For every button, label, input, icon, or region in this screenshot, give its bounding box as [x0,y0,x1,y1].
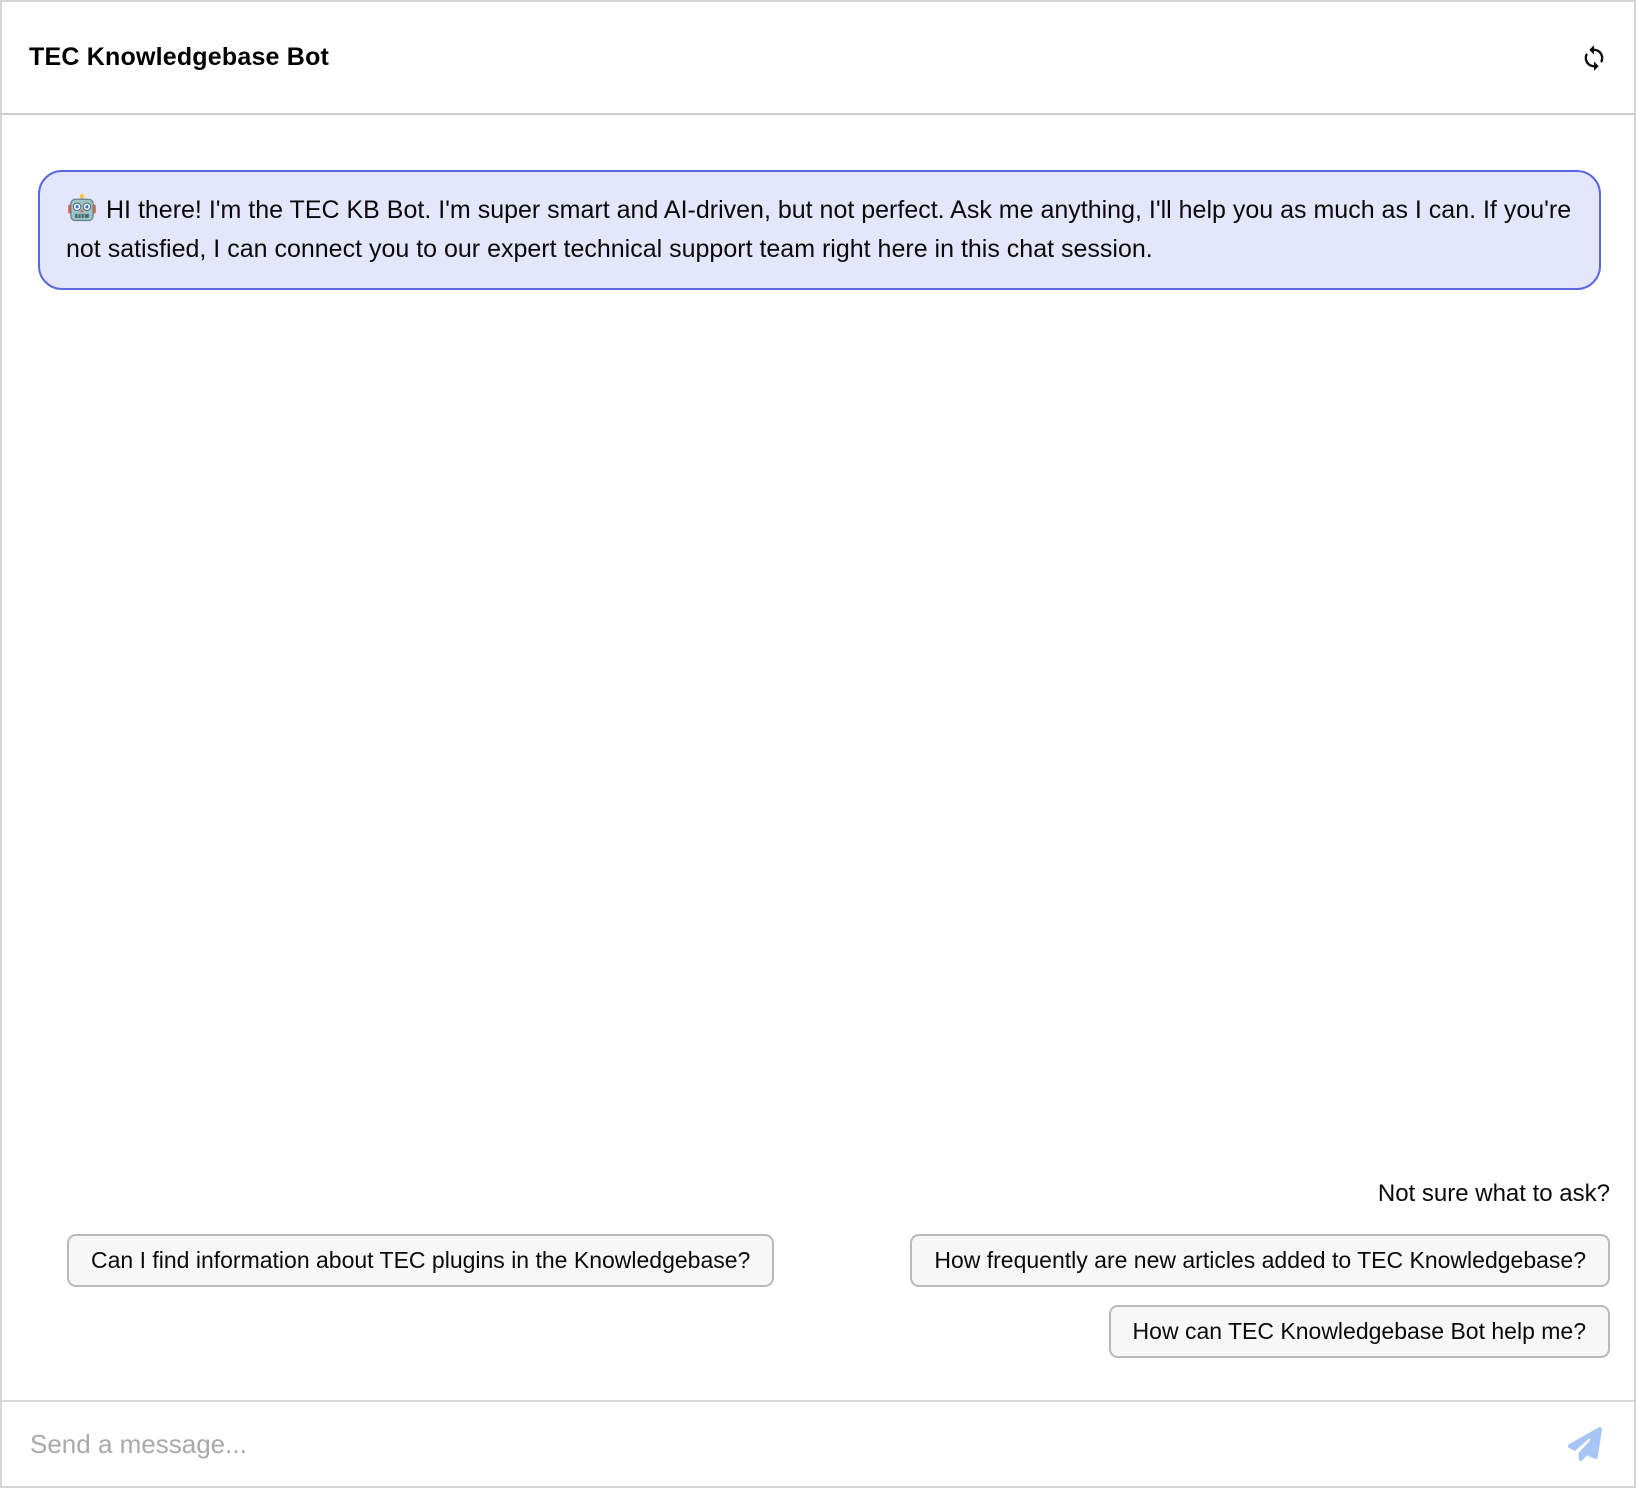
composer [2,1400,1634,1486]
suggestion-button-articles[interactable]: How frequently are new articles added to TEC Knowledgebase? [910,1234,1610,1287]
bot-message-bubble [38,170,1601,290]
chat-area [2,115,1634,1400]
bot-message-text: HI there! I'm the TEC KB Bot. I'm super smart and AI-driven, but not perfect. Ask me anything, I'll help you as much as I can. If you're not satisfied, I can connect you to our expert technical support team right here in this chat session. [66,196,1572,263]
header [2,2,1634,115]
suggestions-section [2,1180,1634,1400]
suggestion-button-plugins[interactable]: Can I find information about TEC plugins in the Knowledgebase? [67,1234,774,1287]
send-button[interactable] [1565,1424,1605,1464]
suggestions-row-2 [67,1305,1610,1358]
message-input[interactable] [30,1429,1549,1460]
refresh-icon [1580,44,1608,72]
suggestions-prompt: Not sure what to ask? [1377,1180,1610,1207]
suggestion-button-help[interactable]: How can TEC Knowledgebase Bot help me? [1109,1305,1610,1358]
suggestions-row-1 [67,1234,1610,1287]
page-title: TEC Knowledgebase Bot [29,43,330,71]
refresh-button[interactable] [1577,41,1611,75]
paper-plane-icon [1568,1427,1602,1461]
robot-emoji-icon [66,193,98,225]
